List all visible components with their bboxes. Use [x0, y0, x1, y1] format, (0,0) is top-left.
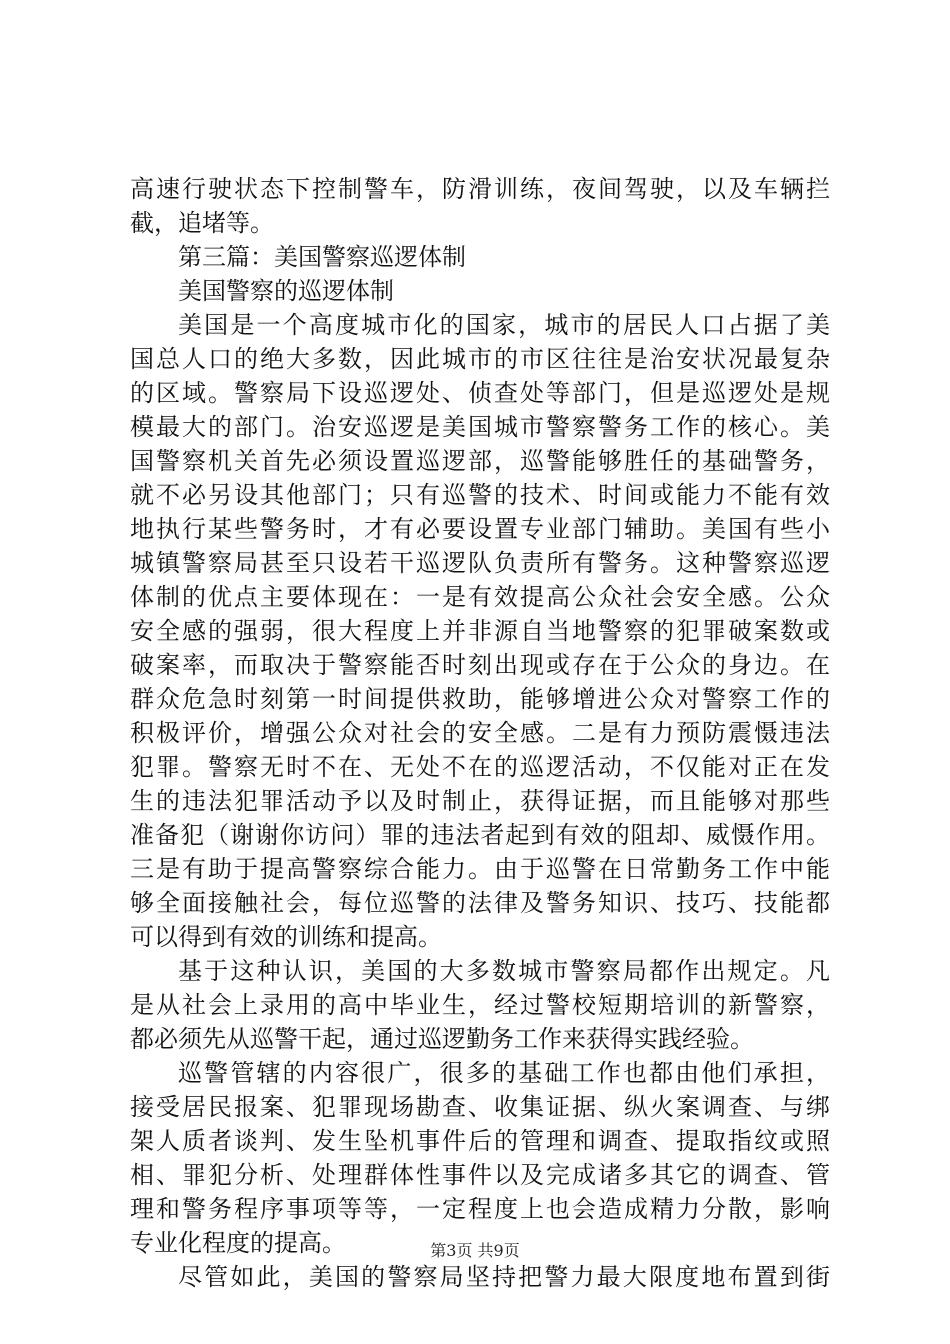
- article-title: 美国警察的巡逻体制: [178, 277, 394, 305]
- text-line: 接受居民报案、犯罪现场勘查、收集证据、纵火案调查、与绑: [130, 1093, 830, 1121]
- text-line: 巡警管辖的内容很广，很多的基础工作也都由他们承担，: [178, 1059, 830, 1087]
- text-line: 积极评价，增强公众对社会的安全感。二是有力预防震慑违法: [130, 719, 830, 747]
- section-heading: 第三篇：美国警察巡逻体制: [178, 243, 466, 271]
- text-line: 国总人口的绝大多数，因此城市的市区往往是治安状况最复杂: [130, 345, 830, 373]
- document-body: [130, 172, 830, 1294]
- text-line: 安全感的强弱，很大程度上并非源自当地警察的犯罪破案数或: [130, 617, 830, 645]
- text-line: 截，追堵等。: [130, 209, 274, 237]
- text-line: 够全面接触社会，每位巡警的法律及警务知识、技巧、技能都: [130, 889, 830, 917]
- text-line: 美国是一个高度城市化的国家，城市的居民人口占据了美: [178, 311, 830, 339]
- text-line: 群众危急时刻第一时间提供救助，能够增进公众对警察工作的: [130, 685, 830, 713]
- text-line: 架人质者谈判、发生坠机事件后的管理和调查、提取指纹或照: [130, 1127, 830, 1155]
- text-line: 三是有助于提高警察综合能力。由于巡警在日常勤务工作中能: [130, 855, 830, 883]
- text-line: 相、罪犯分析、处理群体性事件以及完成诸多其它的调查、管: [130, 1161, 830, 1189]
- text-line: 专业化程度的提高。: [130, 1229, 346, 1257]
- text-line: 准备犯（谢谢你访问）罪的违法者起到有效的阻却、威慑作用。: [130, 821, 830, 849]
- text-line: 理和警务程序事项等等，一定程度上也会造成精力分散，影响: [130, 1195, 830, 1223]
- text-line: 是从社会上录用的高中毕业生，经过警校短期培训的新警察，: [130, 991, 830, 1019]
- text-line: 基于这种认识，美国的大多数城市警察局都作出规定。凡: [178, 957, 830, 985]
- text-line: 城镇警察局甚至只设若干巡逻队负责所有警务。这种警察巡逻: [130, 549, 830, 577]
- text-line: 的区域。警察局下设巡逻处、侦查处等部门，但是巡逻处是规: [130, 379, 830, 407]
- text-line: 国警察机关首先必须设置巡逻部，巡警能够胜任的基础警务，: [130, 447, 830, 475]
- text-line: 犯罪。警察无时不在、无处不在的巡逻活动，不仅能对正在发: [130, 753, 830, 781]
- text-line: 就不必另设其他部门；只有巡警的技术、时间或能力不能有效: [130, 481, 830, 509]
- text-line: 高速行驶状态下控制警车，防滑训练，夜间驾驶，以及车辆拦: [130, 175, 830, 203]
- page-number-footer: 第3页 共9页: [430, 1241, 520, 1260]
- text-line: 体制的优点主要体现在：一是有效提高公众社会安全感。公众: [130, 583, 830, 611]
- text-line: 破案率，而取决于警察能否时刻出现或存在于公众的身边。在: [130, 651, 830, 679]
- text-line: 可以得到有效的训练和提高。: [130, 923, 442, 951]
- text-line: 地执行某些警务时，才有必要设置专业部门辅助。美国有些小: [130, 515, 830, 543]
- text-line: 都必须先从巡警干起，通过巡逻勤务工作来获得实践经验。: [130, 1025, 754, 1053]
- text-line: 尽管如此，美国的警察局坚持把警力最大限度地布置到街: [178, 1263, 830, 1291]
- text-line: 模最大的部门。治安巡逻是美国城市警察警务工作的核心。美: [130, 413, 830, 441]
- text-line: 生的违法犯罪活动予以及时制止，获得证据，而且能够对那些: [130, 787, 830, 815]
